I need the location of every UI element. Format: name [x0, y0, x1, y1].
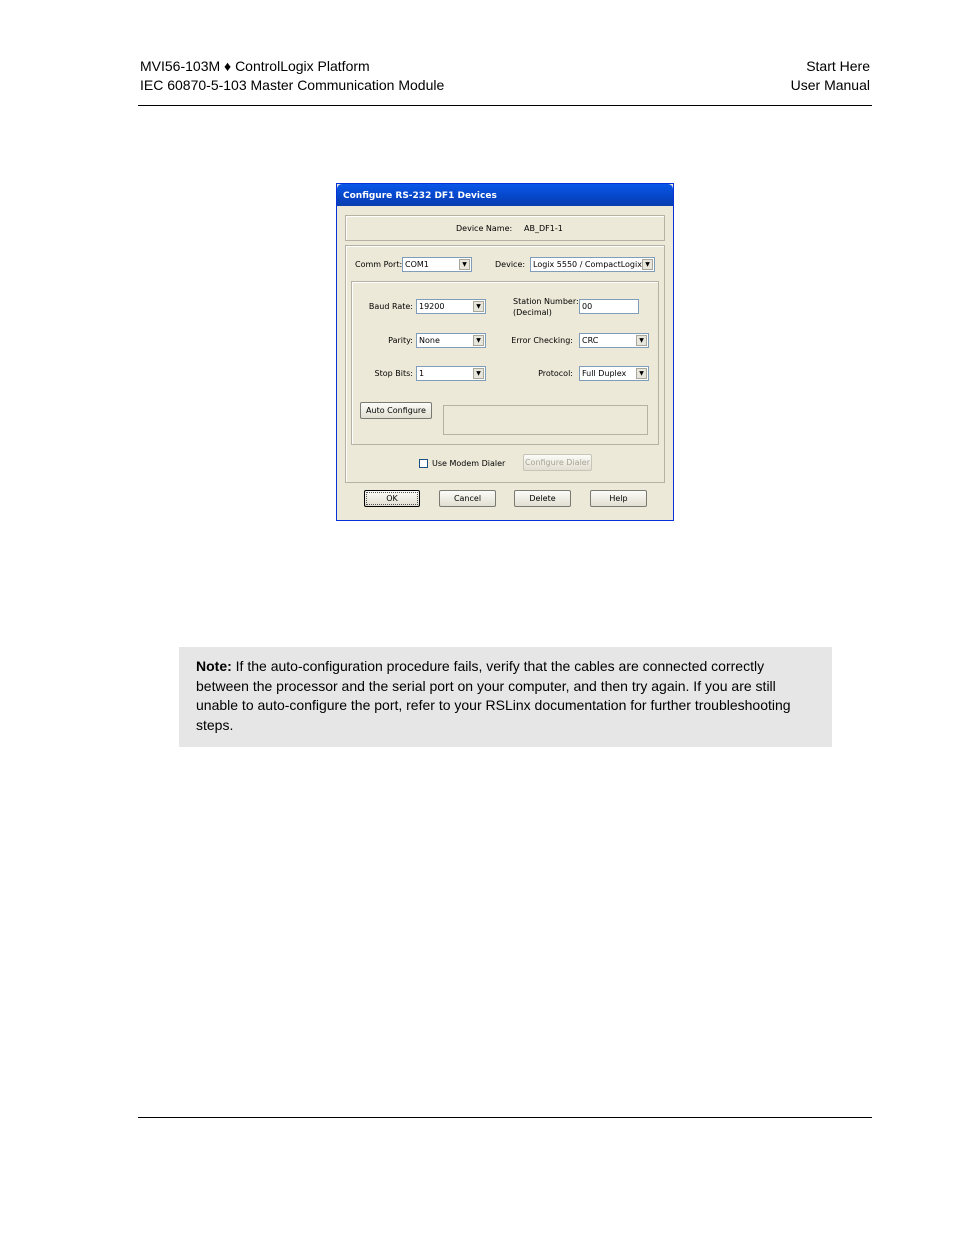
device-label: Device: [495, 260, 526, 269]
dialog-title-bar[interactable]: Configure RS-232 DF1 Devices [337, 184, 673, 206]
chevron-down-icon: ▼ [636, 368, 647, 379]
header-section: Start Here [806, 58, 870, 74]
comm-port-select[interactable]: COM1 ▼ [402, 257, 472, 272]
auto-configure-status [443, 405, 648, 435]
configure-df1-dialog [336, 183, 674, 521]
stop-bits-label: Stop Bits: [374, 369, 413, 378]
delete-button[interactable]: Delete [514, 490, 571, 507]
chevron-down-icon: ▼ [459, 259, 470, 270]
station-number-sublabel: (Decimal) [513, 308, 552, 317]
header-left [140, 57, 444, 95]
chevron-down-icon: ▼ [473, 301, 484, 312]
protocol-label: Protocol: [538, 369, 573, 378]
use-modem-dialer-label: Use Modem Dialer [432, 459, 506, 468]
station-number-label: Station Number: [513, 297, 579, 306]
ok-button[interactable]: OK [364, 490, 420, 507]
parity-label: Parity: [388, 336, 413, 345]
chevron-down-icon: ▼ [642, 259, 653, 270]
station-number-input[interactable]: 00 [579, 299, 639, 314]
stop-bits-select[interactable]: 1 ▼ [416, 366, 486, 381]
note-text: If the auto-configuration procedure fails, verify that the cables are connected correctly between the processor and the serial port on your computer, and then try again. If you are still unable to auto-configure the port, refer to your RSLinx documentation for further troubleshooting steps. [196, 658, 791, 733]
footer-rule [138, 1117, 872, 1118]
header-module: IEC 60870-5-103 Master Communication Module [140, 77, 445, 93]
cancel-button[interactable]: Cancel [439, 490, 496, 507]
header-right [791, 57, 870, 95]
chevron-down-icon: ▼ [636, 335, 647, 346]
help-button[interactable]: Help [590, 490, 647, 507]
protocol-select[interactable]: Full Duplex ▼ [579, 366, 649, 381]
device-name-label: Device Name: [456, 224, 513, 233]
note-label: Note: [196, 658, 232, 674]
chevron-down-icon: ▼ [473, 368, 484, 379]
use-modem-dialer-checkbox[interactable] [419, 459, 428, 468]
error-checking-select[interactable]: CRC ▼ [579, 333, 649, 348]
device-select[interactable]: Logix 5550 / CompactLogix ▼ [530, 257, 655, 272]
header-manual: User Manual [790, 77, 870, 93]
auto-configure-button[interactable]: Auto Configure [360, 402, 432, 419]
baud-rate-label: Baud Rate: [368, 302, 413, 311]
chevron-down-icon: ▼ [473, 335, 484, 346]
device-name-value: AB_DF1-1 [524, 224, 563, 233]
header-rule [138, 105, 872, 106]
error-checking-label: Error Checking: [511, 336, 573, 345]
configure-dialer-button[interactable]: Configure Dialer [523, 454, 592, 471]
baud-rate-select[interactable]: 19200 ▼ [416, 299, 486, 314]
parity-select[interactable]: None ▼ [416, 333, 486, 348]
note-box [179, 647, 832, 747]
device-name-group [345, 215, 665, 241]
header-product: MVI56-103M ♦ ControlLogix Platform [140, 58, 370, 74]
comm-port-label: Comm Port: [355, 260, 403, 269]
